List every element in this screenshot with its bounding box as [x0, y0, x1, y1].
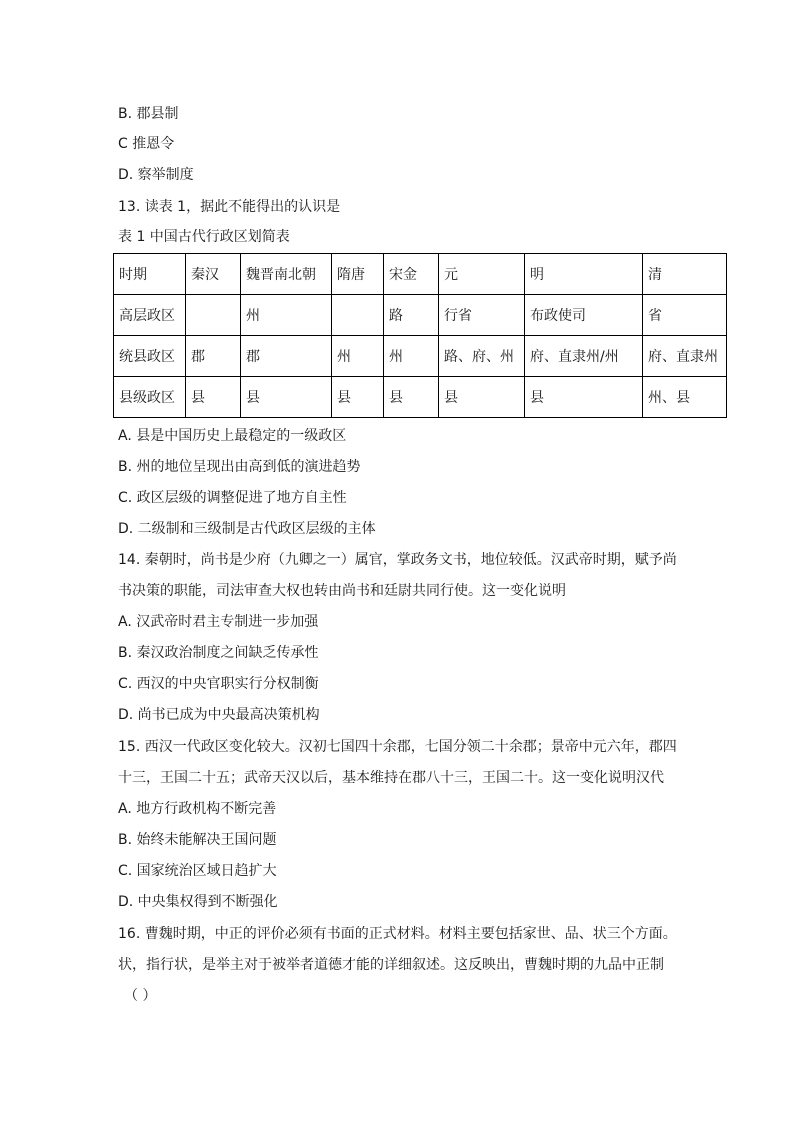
table-cell: 路、府、州 — [439, 336, 525, 377]
table-cell: 元 — [439, 254, 525, 295]
table-row — [114, 295, 727, 336]
prev-option-d: D. 察举制度 — [118, 167, 194, 183]
table-cell: 州、县 — [643, 377, 727, 418]
table-header-row — [114, 254, 727, 295]
table-cell: 清 — [643, 254, 727, 295]
table-cell: 省 — [643, 295, 727, 336]
prev-option-b: B. 郡县制 — [118, 106, 179, 122]
table-cell: 县级政区 — [114, 377, 186, 418]
q15-option-a: A. 地方行政机构不断完善 — [118, 801, 277, 817]
q14-option-b: B. 秦汉政治制度之间缺乏传承性 — [118, 645, 319, 661]
table-cell: 路 — [384, 295, 439, 336]
table-cell: 县 — [186, 377, 241, 418]
q14-stem-line: 书决策的职能，司法审查大权也转由尚书和廷尉共同行使。这一变化说明 — [118, 583, 566, 599]
table-cell: 县 — [439, 377, 525, 418]
q16-stem-line: 状，指行状，是举主对于被举者道德才能的详细叙述。这反映出，曹魏时期的九品中正制 — [118, 957, 664, 973]
q15-stem-line: 15. 西汉一代政区变化较大。汉初七国四十余郡，七国分领二十余郡；景帝中元六年，郡四 — [118, 739, 677, 755]
q14-option-d: D. 尚书已成为中央最高决策机构 — [118, 707, 320, 723]
q15-option-b: B. 始终未能解决王国问题 — [118, 832, 277, 848]
table-cell: 布政使司 — [525, 295, 643, 336]
q14-stem-line: 14. 秦朝时，尚书是少府（九卿之一）属官，掌政务文书，地位较低。汉武帝时期，赋予尚 — [118, 552, 677, 568]
q13-option-d: D. 二级制和三级制是古代政区层级的主体 — [118, 521, 376, 537]
admin-division-table — [113, 253, 727, 418]
table-cell: 宋金 — [384, 254, 439, 295]
q13-option-b: B. 州的地位呈现出由高到低的演进趋势 — [118, 459, 361, 475]
table-cell — [186, 295, 241, 336]
q16-answer-blank: （ ） — [124, 988, 157, 1004]
table-cell: 县 — [384, 377, 439, 418]
table-row — [114, 336, 727, 377]
table-caption: 表 1 中国古代行政区划简表 — [118, 229, 290, 245]
prev-option-c: C 推恩令 — [118, 136, 175, 152]
q13-option-c: C. 政区层级的调整促进了地方自主性 — [118, 490, 347, 506]
q14-option-c: C. 西汉的中央官职实行分权制衡 — [118, 676, 319, 692]
q15-option-d: D. 中央集权得到不断强化 — [118, 894, 278, 910]
table-cell: 郡 — [186, 336, 241, 377]
table-cell — [332, 295, 384, 336]
table-cell: 魏晋南北朝 — [241, 254, 332, 295]
table-cell: 高层政区 — [114, 295, 186, 336]
table-row — [114, 377, 727, 418]
table-cell: 隋唐 — [332, 254, 384, 295]
table-cell: 明 — [525, 254, 643, 295]
table-cell: 州 — [384, 336, 439, 377]
q16-stem-line: 16. 曹魏时期，中正的评价必须有书面的正式材料。材料主要包括家世、品、状三个方面。 — [118, 926, 677, 942]
table-cell: 秦汉 — [186, 254, 241, 295]
table-cell: 州 — [241, 295, 332, 336]
q15-option-c: C. 国家统治区域日趋扩大 — [118, 863, 277, 879]
table-cell: 统县政区 — [114, 336, 186, 377]
table-cell: 时期 — [114, 254, 186, 295]
table-cell: 县 — [332, 377, 384, 418]
q13-option-a: A. 县是中国历史上最稳定的一级政区 — [118, 428, 347, 444]
table-cell: 州 — [332, 336, 384, 377]
q15-stem-line: 十三，王国二十五；武帝天汉以后，基本维持在郡八十三，王国二十。这一变化说明汉代 — [118, 770, 664, 786]
table-cell: 郡 — [241, 336, 332, 377]
q14-option-a: A. 汉武帝时君主专制进一步加强 — [118, 614, 319, 630]
table-cell: 县 — [241, 377, 332, 418]
table-cell: 行省 — [439, 295, 525, 336]
table-cell: 县 — [525, 377, 643, 418]
table-cell: 府、直隶州/州 — [525, 336, 643, 377]
q13-stem: 13. 读表 1，据此不能得出的认识是 — [118, 199, 341, 215]
table-cell: 府、直隶州 — [643, 336, 727, 377]
